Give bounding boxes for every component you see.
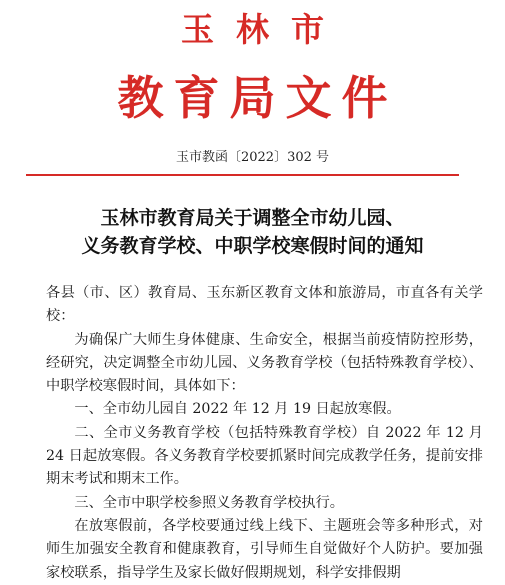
notice-title-line-1: 玉林市教育局关于调整全市幼儿园、 xyxy=(100,207,405,229)
red-divider-line xyxy=(26,174,459,176)
body-paragraph-item-1: 一、全市幼儿园自 2022 年 12 月 19 日起放寒假。 xyxy=(74,401,401,418)
header-city-name: 玉林市 xyxy=(181,10,346,49)
notice-title-line-2: 义务教育学校、中职学校寒假时间的通知 xyxy=(81,235,424,257)
body-paragraph-item-3: 三、全市中职学校参照义务教育学校执行。 xyxy=(74,494,344,511)
header-document-title: 教育局文件 xyxy=(117,71,398,125)
document-number: 玉市教函〔2022〕302 号 xyxy=(175,150,330,165)
body-paragraph-intro: 为确保广大师生身体健康、生命安全，根据当前疫情防控形势，经研究，决定调整全市幼儿园、义务教育学校（包括特殊教育学校）、中职学校寒假时间，具体如下： xyxy=(46,331,483,395)
salutation: 各县（市、区）教育局、玉东新区教育文体和旅游局，市直各有关学校： xyxy=(46,285,483,325)
body-paragraph-item-2: 二、全市义务教育学校（包括特殊教育学校）自 2022 年 12 月 24 日起放寒假。各义务教育学校要抓紧时间完成教学任务，提前安排期末考试和期末工作。 xyxy=(46,424,483,488)
notice-body xyxy=(46,282,483,585)
body-paragraph-closing: 在放寒假前，各学校要通过线上线下、主题班会等多种形式，对师生加强安全教育和健康教育，引导师生自觉做好个人防护。要加强家校联系，指导学生及家长做好假期规划，科学安排假期 xyxy=(46,517,483,581)
